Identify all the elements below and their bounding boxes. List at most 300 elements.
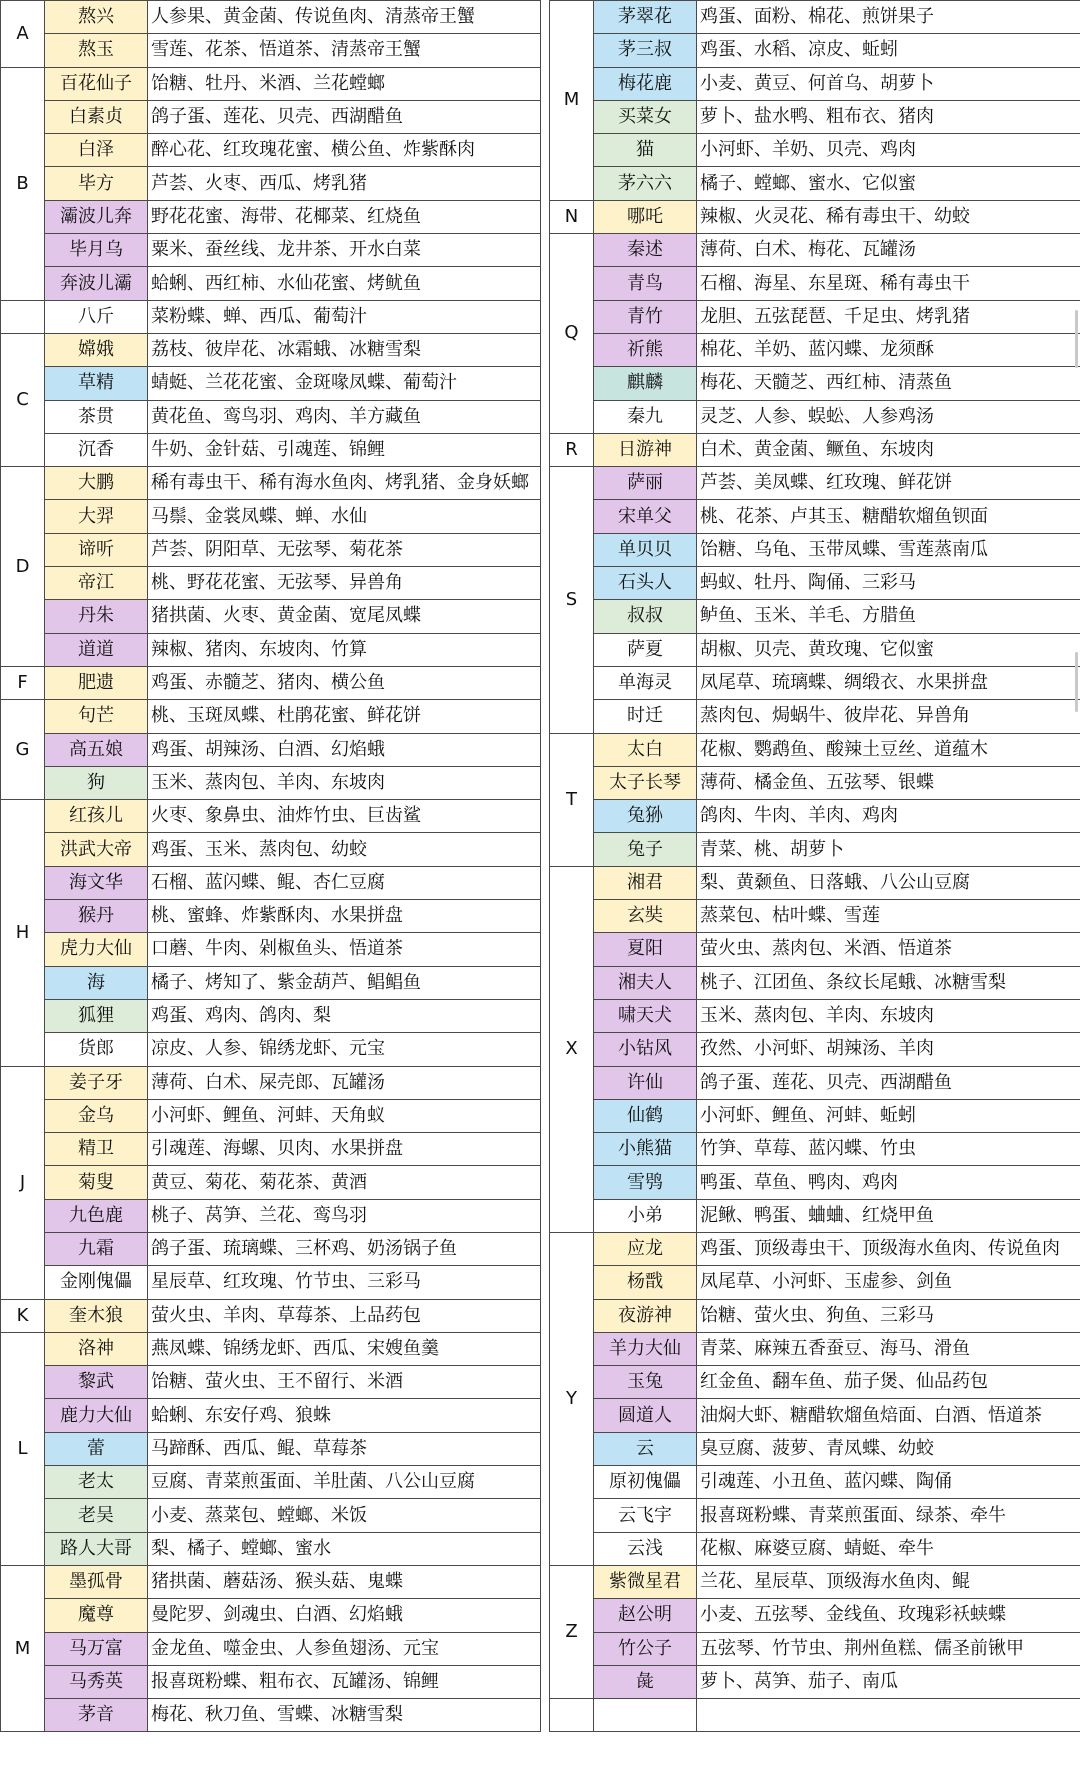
group-letter: M xyxy=(550,1,594,201)
gift-items: 醉心花、红玫瑰花蜜、横公鱼、炸紫酥肉 xyxy=(148,134,541,167)
table-row xyxy=(550,1532,1080,1565)
character-name: 宋单父 xyxy=(594,500,697,533)
character-name: 秦九 xyxy=(594,400,697,433)
gift-items: 野花花蜜、海带、花椰菜、红烧鱼 xyxy=(148,200,541,233)
table-row xyxy=(550,1366,1080,1399)
table-row xyxy=(1,433,541,466)
character-name: 夏阳 xyxy=(594,933,697,966)
character-name: 马秀英 xyxy=(45,1665,148,1698)
gift-items: 鸡蛋、胡辣汤、白酒、幻焰蛾 xyxy=(148,733,541,766)
table-row xyxy=(1,1066,541,1099)
gift-items: 玉米、蒸肉包、羊肉、东坡肉 xyxy=(148,766,541,799)
character-name: 许仙 xyxy=(594,1066,697,1099)
group-letter: A xyxy=(1,1,45,68)
character-name: 杨戬 xyxy=(594,1266,697,1299)
table-row xyxy=(1,1099,541,1132)
gift-items: 饴糖、萤火虫、狗鱼、三彩马 xyxy=(697,1299,1080,1332)
character-name: 茅六六 xyxy=(594,167,697,200)
table-row xyxy=(1,666,541,699)
gift-items: 芦荟、阴阳草、无弦琴、菊花茶 xyxy=(148,533,541,566)
group-letter: Z xyxy=(550,1565,594,1698)
gift-items: 薄荷、橘金鱼、五弦琴、银蝶 xyxy=(697,766,1080,799)
table-row xyxy=(1,1299,541,1332)
gift-items: 蒸菜包、枯叶蝶、雪莲 xyxy=(697,900,1080,933)
group-letter xyxy=(550,1699,594,1732)
character-name: 叔叔 xyxy=(594,600,697,633)
table-row xyxy=(550,600,1080,633)
character-name: 太白 xyxy=(594,733,697,766)
group-letter: F xyxy=(1,666,45,699)
group-letter: Y xyxy=(550,1232,594,1565)
character-name: 谛听 xyxy=(45,533,148,566)
table-row xyxy=(550,733,1080,766)
group-letter: D xyxy=(1,467,45,667)
table-row xyxy=(1,1499,541,1532)
gift-items: 薄荷、白术、梅花、瓦罐汤 xyxy=(697,234,1080,267)
gift-items: 小麦、五弦琴、金线鱼、玫瑰彩袄蛱蝶 xyxy=(697,1599,1080,1632)
character-name: 买菜女 xyxy=(594,100,697,133)
table-row xyxy=(550,633,1080,666)
table-row xyxy=(1,1432,541,1465)
character-name: 帝江 xyxy=(45,567,148,600)
table-row xyxy=(550,1232,1080,1265)
gift-items: 油焖大虾、糖醋软熘鱼焙面、白酒、悟道茶 xyxy=(697,1399,1080,1432)
character-name: 洪武大帝 xyxy=(45,833,148,866)
character-name: 海 xyxy=(45,966,148,999)
table-row xyxy=(550,1266,1080,1299)
character-name: 蕾 xyxy=(45,1432,148,1465)
gift-items: 兰花、星辰草、顶级海水鱼肉、鲲 xyxy=(697,1565,1080,1598)
gift-items: 金龙鱼、噬金虫、人参鱼翅汤、元宝 xyxy=(148,1632,541,1665)
gift-items: 玉米、蒸肉包、羊肉、东坡肉 xyxy=(697,999,1080,1032)
gift-items: 桃子、莴笋、兰花、鸾鸟羽 xyxy=(148,1199,541,1232)
character-name: 梅花鹿 xyxy=(594,67,697,100)
table-row xyxy=(550,1632,1080,1665)
character-name: 太子长琴 xyxy=(594,766,697,799)
gift-items: 燕凤蝶、锦绣龙虾、西瓜、宋嫂鱼羹 xyxy=(148,1332,541,1365)
character-name: 丹朱 xyxy=(45,600,148,633)
character-name: 精卫 xyxy=(45,1133,148,1166)
character-name: 石头人 xyxy=(594,567,697,600)
table-row xyxy=(1,300,541,333)
table-row xyxy=(1,1532,541,1565)
gift-items: 薄荷、白术、屎壳郎、瓦罐汤 xyxy=(148,1066,541,1099)
table-row xyxy=(1,1332,541,1365)
group-letter xyxy=(1,300,45,333)
group-letter: H xyxy=(1,800,45,1066)
gift-items: 报喜斑粉蝶、粗布衣、瓦罐汤、锦鲤 xyxy=(148,1665,541,1698)
group-letter: M xyxy=(1,1565,45,1731)
table-row xyxy=(550,1199,1080,1232)
gift-items: 鸽子蛋、琉璃蝶、三杯鸡、奶汤锅子鱼 xyxy=(148,1232,541,1265)
gift-items: 梅花、天髓芝、西红柿、清蒸鱼 xyxy=(697,367,1080,400)
gift-items: 桃、花茶、卢其玉、糖醋软熘鱼钡面 xyxy=(697,500,1080,533)
character-name: 青鸟 xyxy=(594,267,697,300)
table-row xyxy=(1,367,541,400)
character-name: 大鹏 xyxy=(45,467,148,500)
table-row xyxy=(1,1,541,34)
gift-items: 凤尾草、小河虾、玉虚参、剑鱼 xyxy=(697,1266,1080,1299)
gift-items: 蛤蜊、东安仔鸡、狼蛛 xyxy=(148,1399,541,1432)
table-row xyxy=(550,267,1080,300)
character-name: 猴丹 xyxy=(45,900,148,933)
character-name: 狐狸 xyxy=(45,999,148,1032)
gift-items: 桃、野花花蜜、无弦琴、异兽角 xyxy=(148,567,541,600)
group-letter: N xyxy=(550,200,594,233)
gift-items: 引魂莲、海螺、贝肉、水果拼盘 xyxy=(148,1133,541,1166)
table-row xyxy=(1,234,541,267)
gift-items: 凉皮、人参、锦绣龙虾、元宝 xyxy=(148,1033,541,1066)
gift-items: 凤尾草、琉璃蝶、绸缎衣、水果拼盘 xyxy=(697,666,1080,699)
character-name: 沉香 xyxy=(45,433,148,466)
group-letter: J xyxy=(1,1066,45,1299)
character-name: 青竹 xyxy=(594,300,697,333)
gift-items: 竹笋、草莓、蓝闪蝶、竹虫 xyxy=(697,1133,1080,1166)
table-row xyxy=(1,1232,541,1265)
table-row xyxy=(1,34,541,67)
group-letter: S xyxy=(550,467,594,733)
table-row xyxy=(550,1565,1080,1598)
gift-items xyxy=(697,1699,1080,1732)
group-letter: B xyxy=(1,67,45,300)
gift-items: 辣椒、猪肉、东坡肉、竹算 xyxy=(148,633,541,666)
table-row xyxy=(1,1199,541,1232)
table-row xyxy=(1,200,541,233)
gift-items: 萝卜、莴笋、茄子、南瓜 xyxy=(697,1665,1080,1698)
table-row xyxy=(1,467,541,500)
character-name: 熬玉 xyxy=(45,34,148,67)
table-row xyxy=(1,167,541,200)
gift-items: 萝卜、盐水鸭、粗布衣、猪肉 xyxy=(697,100,1080,133)
character-name: 灞波儿奔 xyxy=(45,200,148,233)
gift-items: 桃、玉斑凤蝶、杜鹃花蜜、鲜花饼 xyxy=(148,700,541,733)
character-name: 黎武 xyxy=(45,1366,148,1399)
gift-items: 饴糖、萤火虫、王不留行、米酒 xyxy=(148,1366,541,1399)
table-row xyxy=(1,1599,541,1632)
gift-items: 石榴、海星、东星斑、稀有毒虫干 xyxy=(697,267,1080,300)
character-name: 八斤 xyxy=(45,300,148,333)
table-row xyxy=(550,1699,1080,1732)
table-row xyxy=(550,1033,1080,1066)
character-name: 茅翠花 xyxy=(594,1,697,34)
character-name: 云 xyxy=(594,1432,697,1465)
table-row xyxy=(1,700,541,733)
gift-items: 花椒、鹦鹉鱼、酸辣土豆丝、道蕴木 xyxy=(697,733,1080,766)
gift-items: 五弦琴、竹节虫、荆州鱼糕、儒圣前锹甲 xyxy=(697,1632,1080,1665)
character-name: 金刚傀儡 xyxy=(45,1266,148,1299)
gift-items: 荔枝、彼岸花、冰霜蛾、冰糖雪梨 xyxy=(148,333,541,366)
table-row xyxy=(550,800,1080,833)
table-row xyxy=(550,100,1080,133)
character-name: 茅三叔 xyxy=(594,34,697,67)
table-row xyxy=(1,533,541,566)
table-row xyxy=(550,1066,1080,1099)
character-name: 茶贯 xyxy=(45,400,148,433)
gift-items: 泥鳅、鸭蛋、蛐蛐、红烧甲鱼 xyxy=(697,1199,1080,1232)
table-row xyxy=(1,500,541,533)
character-name: 九色鹿 xyxy=(45,1199,148,1232)
gift-items: 梨、黄颡鱼、日落蛾、八公山豆腐 xyxy=(697,866,1080,899)
table-row xyxy=(1,134,541,167)
gift-items: 鲈鱼、玉米、羊毛、方腊鱼 xyxy=(697,600,1080,633)
gift-items: 火枣、象鼻虫、油炸竹虫、巨齿鲨 xyxy=(148,800,541,833)
gift-items: 灵芝、人参、蜈蚣、人参鸡汤 xyxy=(697,400,1080,433)
character-name: 货郎 xyxy=(45,1033,148,1066)
gift-items: 曼陀罗、剑魂虫、白酒、幻焰蛾 xyxy=(148,1599,541,1632)
gift-items: 黄豆、菊花、菊花茶、黄酒 xyxy=(148,1166,541,1199)
character-name: 大羿 xyxy=(45,500,148,533)
table-row xyxy=(550,1432,1080,1465)
gift-items: 星辰草、红玫瑰、竹节虫、三彩马 xyxy=(148,1266,541,1299)
character-name: 原初傀儡 xyxy=(594,1466,697,1499)
gift-items: 马蹄酥、西瓜、鲲、草莓茶 xyxy=(148,1432,541,1465)
table-row xyxy=(550,134,1080,167)
character-name: 湘君 xyxy=(594,866,697,899)
character-name: 雪鸮 xyxy=(594,1166,697,1199)
gift-items: 芦荟、火枣、西瓜、烤乳猪 xyxy=(148,167,541,200)
table-row xyxy=(1,100,541,133)
gift-items: 牛奶、金针菇、引魂莲、锦鲤 xyxy=(148,433,541,466)
character-name: 金乌 xyxy=(45,1099,148,1132)
character-name: 道道 xyxy=(45,633,148,666)
table-row xyxy=(1,800,541,833)
table-row xyxy=(1,1399,541,1432)
gift-items: 桃、蜜蜂、炸紫酥肉、水果拼盘 xyxy=(148,900,541,933)
gift-items: 鸡蛋、顶级毒虫干、顶级海水鱼肉、传说鱼肉 xyxy=(697,1232,1080,1265)
scrollbar-thumb-mid[interactable] xyxy=(1075,652,1078,712)
table-row xyxy=(1,633,541,666)
table-row xyxy=(550,1332,1080,1365)
character-name: 小弟 xyxy=(594,1199,697,1232)
gift-items: 猪拱菌、蘑菇汤、猴头菇、鬼蝶 xyxy=(148,1565,541,1598)
gift-items: 鸽子蛋、莲花、贝壳、西湖醋鱼 xyxy=(148,100,541,133)
character-name: 玄奘 xyxy=(594,900,697,933)
character-name: 猫 xyxy=(594,134,697,167)
gift-items: 白术、黄金菌、鳜鱼、东坡肉 xyxy=(697,433,1080,466)
character-name: 云浅 xyxy=(594,1532,697,1565)
table-row xyxy=(1,1466,541,1499)
gift-items: 小河虾、鲤鱼、河蚌、蚯蚓 xyxy=(697,1099,1080,1132)
gift-items: 桃子、江团鱼、条纹长尾蛾、冰糖雪梨 xyxy=(697,966,1080,999)
gift-items: 石榴、蓝闪蝶、鲲、杏仁豆腐 xyxy=(148,866,541,899)
gift-items: 马鬃、金裳凤蝶、蝉、水仙 xyxy=(148,500,541,533)
group-letter: G xyxy=(1,700,45,800)
gift-items: 口蘑、牛肉、剁椒鱼头、悟道茶 xyxy=(148,933,541,966)
table-row xyxy=(1,333,541,366)
gift-items: 青菜、桃、胡萝卜 xyxy=(697,833,1080,866)
table-row xyxy=(550,1499,1080,1532)
gift-items: 萤火虫、羊肉、草莓茶、上品药包 xyxy=(148,1299,541,1332)
gift-items: 粟米、蚕丝线、龙井茶、开水白菜 xyxy=(148,234,541,267)
table-row xyxy=(1,1699,541,1732)
character-name: 哪吒 xyxy=(594,200,697,233)
character-name: 竹公子 xyxy=(594,1632,697,1665)
table-row xyxy=(550,500,1080,533)
gift-items: 辣椒、火灵花、稀有毒虫干、幼蛟 xyxy=(697,200,1080,233)
character-name: 啸天犬 xyxy=(594,999,697,1032)
gift-items: 蚂蚁、牡丹、陶俑、三彩马 xyxy=(697,567,1080,600)
gift-items: 鸭蛋、草鱼、鸭肉、鸡肉 xyxy=(697,1166,1080,1199)
table-row xyxy=(550,300,1080,333)
roster-table-right xyxy=(549,0,1080,1732)
character-name: 句芒 xyxy=(45,700,148,733)
character-name: 彘 xyxy=(594,1665,697,1698)
gift-items: 蜻蜓、兰花花蜜、金斑喙凤蝶、葡萄汁 xyxy=(148,367,541,400)
table-row xyxy=(1,733,541,766)
character-name: 白泽 xyxy=(45,134,148,167)
group-letter: T xyxy=(550,733,594,866)
character-name: 菊叟 xyxy=(45,1166,148,1199)
gift-items: 龙胆、五弦琵琶、千足虫、烤乳猪 xyxy=(697,300,1080,333)
gift-items: 小麦、黄豆、何首乌、胡萝卜 xyxy=(697,67,1080,100)
table-row xyxy=(550,766,1080,799)
character-name: 老太 xyxy=(45,1466,148,1499)
group-letter: X xyxy=(550,866,594,1232)
character-name: 玉兔 xyxy=(594,1366,697,1399)
table-row xyxy=(550,567,1080,600)
gift-items: 梅花、秋刀鱼、雪蝶、冰糖雪梨 xyxy=(148,1699,541,1732)
gift-items: 鸽肉、牛肉、羊肉、鸡肉 xyxy=(697,800,1080,833)
table-row xyxy=(1,1166,541,1199)
character-name: 毕月乌 xyxy=(45,234,148,267)
gift-items: 猪拱菌、火枣、黄金菌、宽尾凤蝶 xyxy=(148,600,541,633)
table-row xyxy=(550,1133,1080,1166)
gift-items: 萤火虫、蒸肉包、米酒、悟道茶 xyxy=(697,933,1080,966)
table-row xyxy=(1,966,541,999)
gift-items: 鸡蛋、鸡肉、鸽肉、梨 xyxy=(148,999,541,1032)
gift-items: 橘子、螳螂、蜜水、它似蜜 xyxy=(697,167,1080,200)
gift-items: 蒸肉包、焗蜗牛、彼岸花、异兽角 xyxy=(697,700,1080,733)
group-letter: Q xyxy=(550,234,594,434)
gift-items: 小河虾、鲤鱼、河蚌、天角蚁 xyxy=(148,1099,541,1132)
gift-items: 臭豆腐、菠萝、青凤蝶、幼蛟 xyxy=(697,1432,1080,1465)
character-name: 羊力大仙 xyxy=(594,1332,697,1365)
table-row xyxy=(550,67,1080,100)
table-row xyxy=(1,833,541,866)
character-name: 茅音 xyxy=(45,1699,148,1732)
group-letter: L xyxy=(1,1332,45,1565)
group-letter: R xyxy=(550,433,594,466)
character-name: 夜游神 xyxy=(594,1299,697,1332)
gift-items: 芦荟、美凤蝶、红玫瑰、鲜花饼 xyxy=(697,467,1080,500)
scrollbar-thumb-top[interactable] xyxy=(1075,310,1078,368)
table-row xyxy=(550,933,1080,966)
character-name: 单海灵 xyxy=(594,666,697,699)
character-name: 麒麟 xyxy=(594,367,697,400)
character-name xyxy=(594,1699,697,1732)
character-name: 姜子牙 xyxy=(45,1066,148,1099)
gift-items: 鸡蛋、面粉、棉花、煎饼果子 xyxy=(697,1,1080,34)
character-name: 赵公明 xyxy=(594,1599,697,1632)
table-row xyxy=(550,900,1080,933)
character-name: 单贝贝 xyxy=(594,533,697,566)
character-name: 湘夫人 xyxy=(594,966,697,999)
gift-items: 鸡蛋、赤髓芝、猪肉、横公鱼 xyxy=(148,666,541,699)
table-row xyxy=(550,700,1080,733)
character-name: 红孩儿 xyxy=(45,800,148,833)
character-name: 毕方 xyxy=(45,167,148,200)
character-name: 九霜 xyxy=(45,1232,148,1265)
character-name: 鹿力大仙 xyxy=(45,1399,148,1432)
table-row xyxy=(550,866,1080,899)
table-row xyxy=(1,400,541,433)
table-row xyxy=(1,1266,541,1299)
table-row xyxy=(550,1166,1080,1199)
character-name: 白素贞 xyxy=(45,100,148,133)
table-row xyxy=(1,1033,541,1066)
character-name: 老吴 xyxy=(45,1499,148,1532)
gift-items: 棉花、羊奶、蓝闪蝶、龙须酥 xyxy=(697,333,1080,366)
table-row xyxy=(1,1366,541,1399)
table-row xyxy=(550,1399,1080,1432)
table-row xyxy=(550,1665,1080,1698)
table-row xyxy=(550,999,1080,1032)
group-letter: K xyxy=(1,1299,45,1332)
table-row xyxy=(1,67,541,100)
table-row xyxy=(550,333,1080,366)
character-name: 小熊猫 xyxy=(594,1133,697,1166)
table-row xyxy=(550,467,1080,500)
gift-items: 饴糖、牡丹、米酒、兰花螳螂 xyxy=(148,67,541,100)
character-name: 嫦娥 xyxy=(45,333,148,366)
table-row xyxy=(550,833,1080,866)
character-name: 洛神 xyxy=(45,1332,148,1365)
gift-items: 豆腐、青菜煎蛋面、羊肚菌、八公山豆腐 xyxy=(148,1466,541,1499)
table-row xyxy=(1,866,541,899)
table-row xyxy=(1,567,541,600)
table-row xyxy=(550,966,1080,999)
character-name: 狗 xyxy=(45,766,148,799)
table-row xyxy=(1,1133,541,1166)
table-row xyxy=(1,1565,541,1598)
character-name: 奎木狼 xyxy=(45,1299,148,1332)
gift-items: 稀有毒虫干、稀有海水鱼肉、烤乳猪、金身妖螂 xyxy=(148,467,541,500)
gift-items: 橘子、烤知了、紫金葫芦、鲳鲳鱼 xyxy=(148,966,541,999)
character-name: 萨夏 xyxy=(594,633,697,666)
table-row xyxy=(550,367,1080,400)
character-name: 圆道人 xyxy=(594,1399,697,1432)
table-row xyxy=(550,1466,1080,1499)
table-row xyxy=(550,1599,1080,1632)
gift-items: 雪莲、花茶、悟道茶、清蒸帝王蟹 xyxy=(148,34,541,67)
character-name: 百花仙子 xyxy=(45,67,148,100)
table-row xyxy=(550,234,1080,267)
character-name: 虎力大仙 xyxy=(45,933,148,966)
gift-items: 菜粉蝶、蝉、西瓜、葡萄汁 xyxy=(148,300,541,333)
character-name: 紫微星君 xyxy=(594,1565,697,1598)
character-name: 兔子 xyxy=(594,833,697,866)
character-name: 草精 xyxy=(45,367,148,400)
gift-items: 鸡蛋、水稻、凉皮、蚯蚓 xyxy=(697,34,1080,67)
gift-items: 蛤蜊、西红柿、水仙花蜜、烤鱿鱼 xyxy=(148,267,541,300)
character-name: 小钻风 xyxy=(594,1033,697,1066)
character-name: 萨丽 xyxy=(594,467,697,500)
table-row xyxy=(1,267,541,300)
gift-items: 引魂莲、小丑鱼、蓝闪蝶、陶俑 xyxy=(697,1466,1080,1499)
gift-items: 花椒、麻婆豆腐、蜻蜓、牵牛 xyxy=(697,1532,1080,1565)
table-row xyxy=(550,1,1080,34)
table-row xyxy=(550,200,1080,233)
gift-items: 梨、橘子、螳螂、蜜水 xyxy=(148,1532,541,1565)
table-row xyxy=(1,766,541,799)
table-row xyxy=(1,999,541,1032)
character-name: 应龙 xyxy=(594,1232,697,1265)
character-name: 祈熊 xyxy=(594,333,697,366)
character-name: 日游神 xyxy=(594,433,697,466)
table-row xyxy=(550,1099,1080,1132)
character-name: 熬兴 xyxy=(45,1,148,34)
character-name: 时迁 xyxy=(594,700,697,733)
